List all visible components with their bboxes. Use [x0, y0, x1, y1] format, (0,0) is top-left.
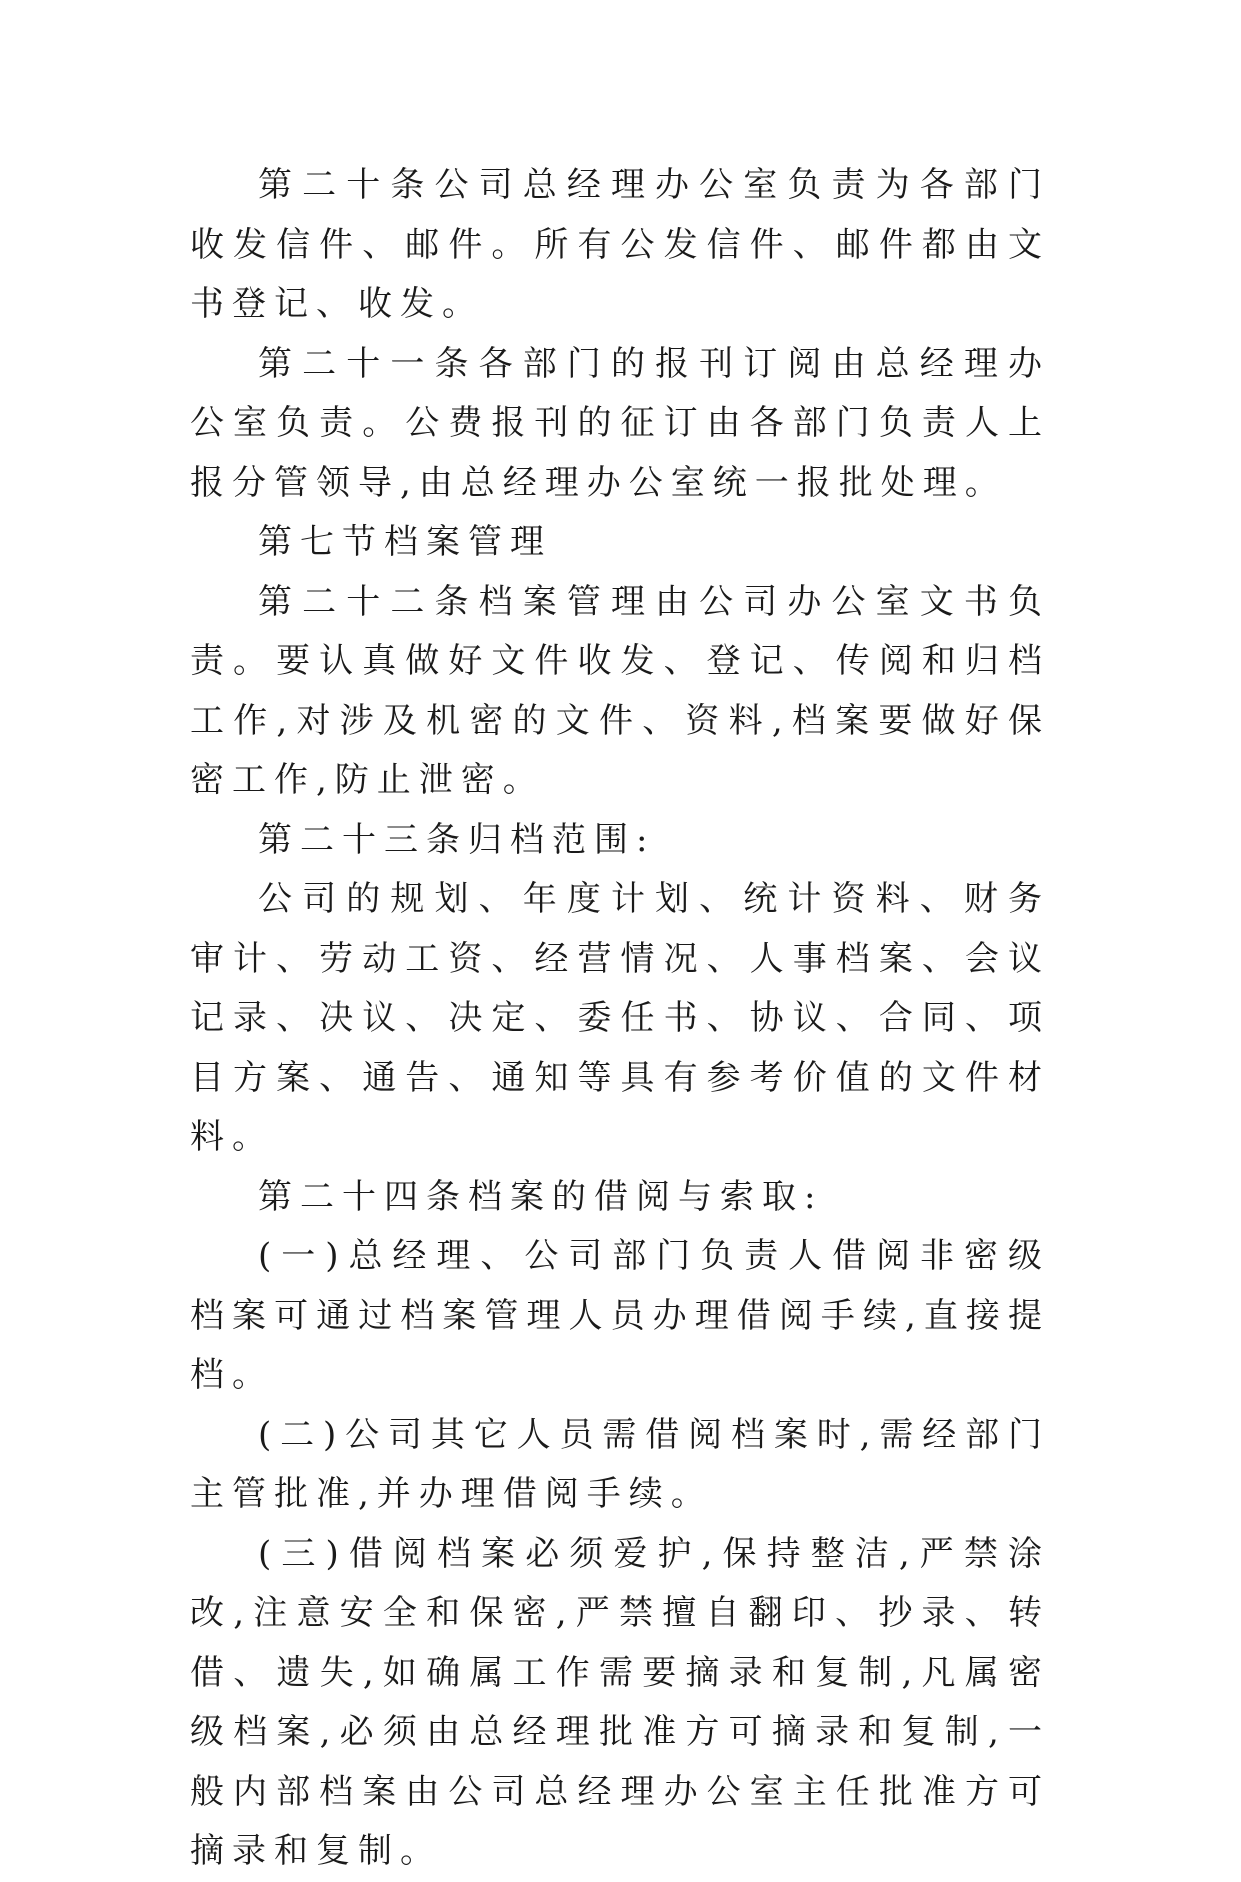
article-21-paragraph: 第二十一条各部门的报刊订阅由总经理办公室负责。公费报刊的征订由各部门负责人上报分管领导,由总经理办公室统一报批处理。	[190, 343, 1050, 503]
article-22-paragraph: 第二十二条档案管理由公司办公室文书负责。要认真做好文件收发、登记、传阅和归档工作,对涉及机密的文件、资料,档案要做好保密工作,防止泄密。	[190, 581, 1050, 800]
article-23-paragraph: 第二十三条归档范围:	[258, 819, 656, 860]
article-24-paragraph: 第二十四条档案的借阅与索取:	[258, 1176, 824, 1217]
article-20-paragraph: 第二十条公司总经理办公室负责为各部门收发信件、邮件。所有公发信件、邮件都由文书登记、收发。	[190, 165, 1050, 324]
archive-scope-paragraph: 公司的规划、年度计划、统计资料、财务审计、劳动工资、经营情况、人事档案、会议记录、决议、决定、委任书、协议、合同、项目方案、通告、通知等具有参考价值的文件材料。	[190, 879, 1050, 1157]
borrow-rule-2-paragraph: (二)公司其它人员需借阅档案时,需经部门主管批准,并办理借阅手续。	[190, 1414, 1050, 1514]
document-body	[190, 156, 1050, 1882]
borrow-rule-3-paragraph: (三)借阅档案必须爱护,保持整洁,严禁涂改,注意安全和保密,严禁擅自翻印、抄录、转借、遗失,如确属工作需要摘录和复制,凡属密级档案,必须由总经理批准方可摘录和复制,一般内部档案由公司总经理办公室主任批准方可摘录和复制。	[190, 1533, 1050, 1871]
borrow-rule-1-paragraph: (一)总经理、公司部门负责人借阅非密级档案可通过档案管理人员办理借阅手续,直接提档。	[190, 1236, 1050, 1395]
section-7-heading: 第七节档案管理	[258, 522, 552, 562]
